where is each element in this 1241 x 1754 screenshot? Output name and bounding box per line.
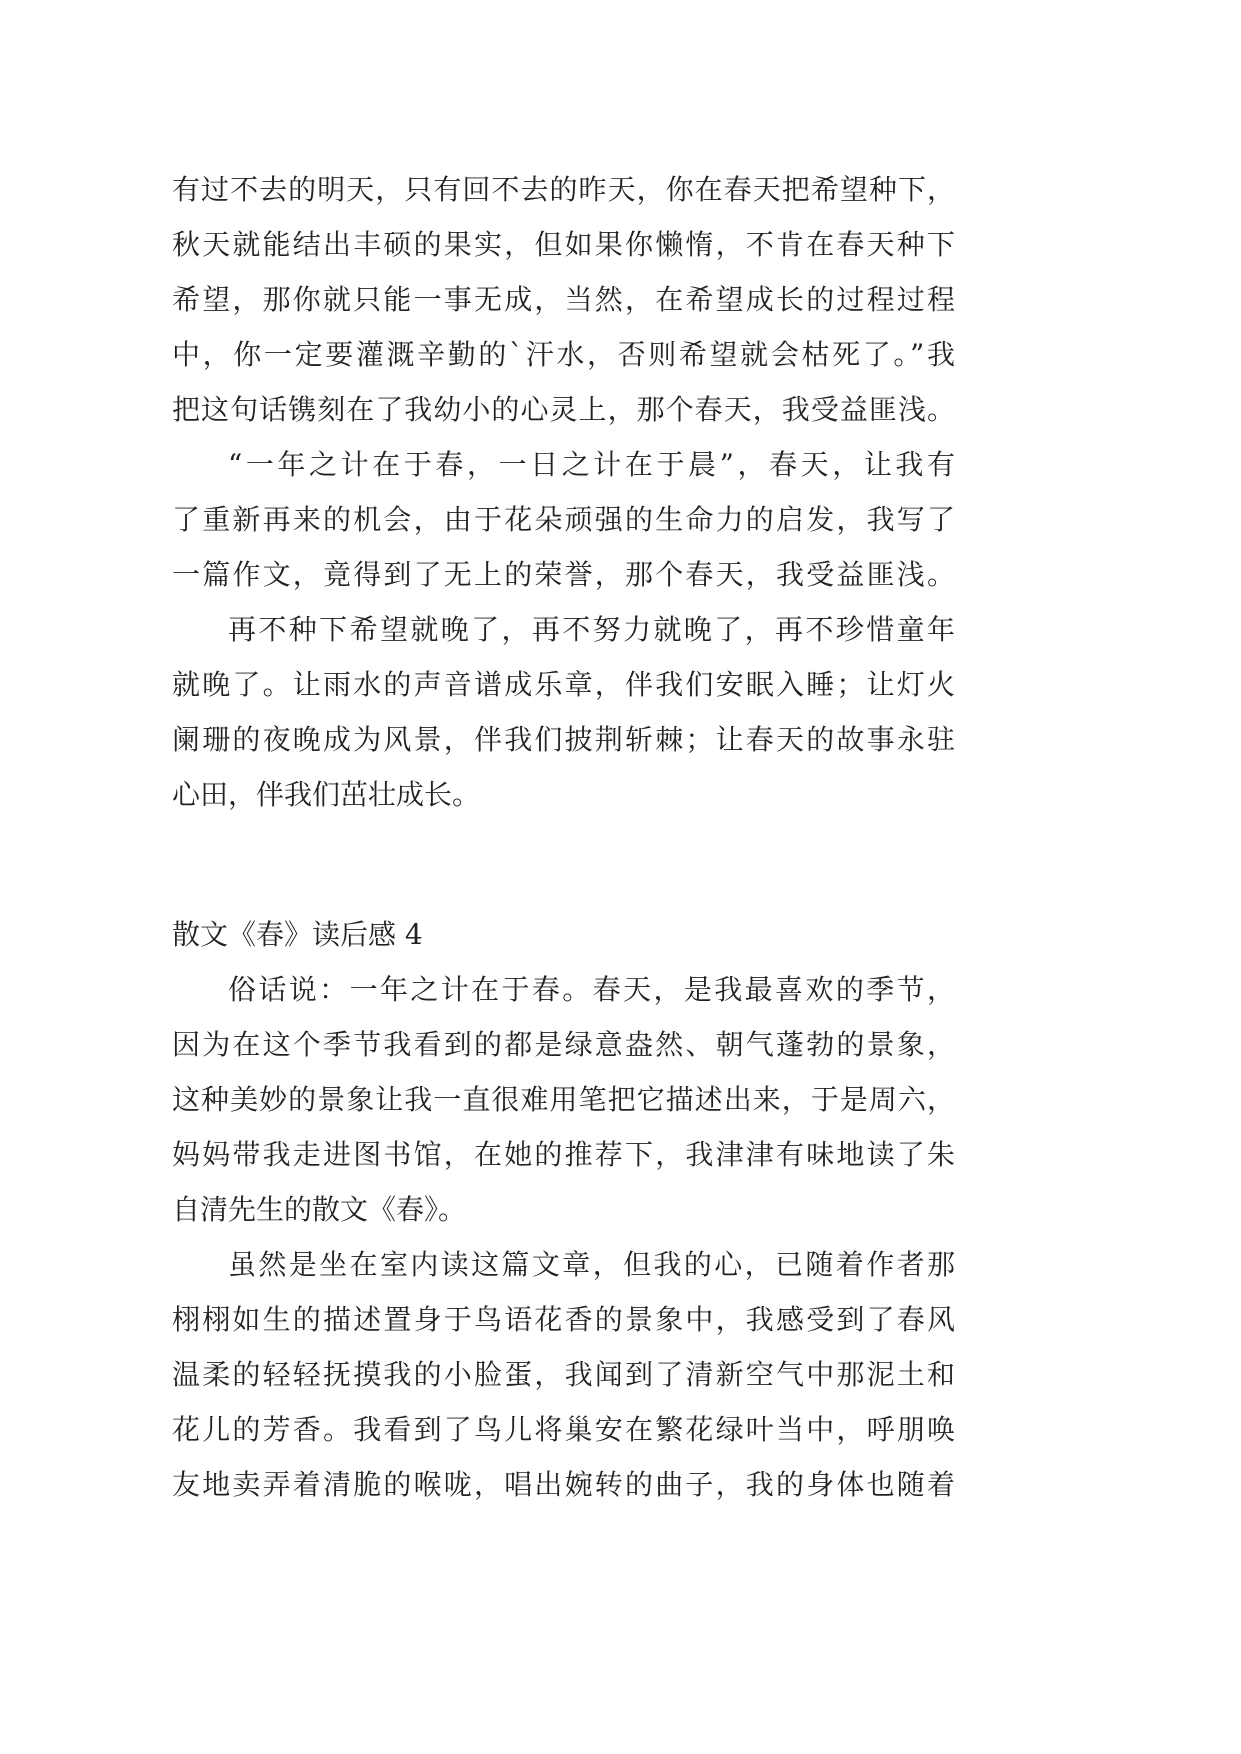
text-line: 阑珊的夜晚成为风景，伴我们披荆斩棘；让春天的故事永驻	[172, 723, 955, 756]
text-line: 虽然是坐在室内读这篇文章，但我的心，已随着作者那	[228, 1248, 955, 1281]
text-line: 温柔的轻轻抚摸我的小脸蛋，我闻到了清新空气中那泥土和	[172, 1358, 955, 1391]
text-line: 中，你一定要灌溉辛勤的`汗水，否则希望就会枯死了。”我	[172, 338, 955, 371]
text-line: 秋天就能结出丰硕的果实，但如果你懒惰，不肯在春天种下	[172, 228, 955, 261]
text-line: 再不种下希望就晚了，再不努力就晚了，再不珍惜童年	[228, 613, 955, 646]
text-line: 心田，伴我们茁壮成长。	[172, 778, 481, 811]
text-line: 花儿的芳香。我看到了鸟儿将巢安在繁花绿叶当中，呼朋唤	[172, 1413, 955, 1446]
paragraph	[172, 162, 955, 437]
text-line: 一篇作文，竟得到了无上的荣誉，那个春天，我受益匪浅。	[172, 558, 955, 591]
text-line: 因为在这个季节我看到的都是绿意盎然、朝气蓬勃的景象，	[172, 1028, 955, 1061]
section-heading: 散文《春》读后感 4	[172, 918, 423, 951]
document-body	[172, 162, 955, 1512]
text-line: 自清先生的散文《春》。	[172, 1193, 467, 1226]
text-line: 就晚了。让雨水的声音谱成乐章，伴我们安眠入睡；让灯火	[172, 668, 955, 701]
text-line: 把这句话镌刻在了我幼小的心灵上，那个春天，我受益匪浅。	[172, 393, 955, 426]
paragraph	[172, 437, 955, 602]
text-line: 了重新再来的机会，由于花朵顽强的生命力的启发，我写了	[172, 503, 955, 536]
text-line: 这种美妙的景象让我一直很难用笔把它描述出来，于是周六，	[172, 1083, 955, 1116]
text-line: 友地卖弄着清脆的喉咙，唱出婉转的曲子，我的身体也随着	[172, 1468, 955, 1501]
paragraph	[172, 1237, 955, 1512]
paragraph	[172, 962, 955, 1237]
text-line: 栩栩如生的描述置身于鸟语花香的景象中，我感受到了春风	[172, 1303, 955, 1336]
text-line: 妈妈带我走进图书馆，在她的推荐下，我津津有味地读了朱	[172, 1138, 955, 1171]
paragraph	[172, 602, 955, 822]
text-line: “一年之计在于春，一日之计在于晨”，春天，让我有	[228, 448, 955, 481]
text-line: 俗话说：一年之计在于春。春天，是我最喜欢的季节，	[228, 973, 955, 1006]
text-line: 希望，那你就只能一事无成，当然，在希望成长的过程过程	[172, 283, 955, 316]
text-line: 有过不去的明天，只有回不去的昨天，你在春天把希望种下，	[172, 173, 955, 206]
